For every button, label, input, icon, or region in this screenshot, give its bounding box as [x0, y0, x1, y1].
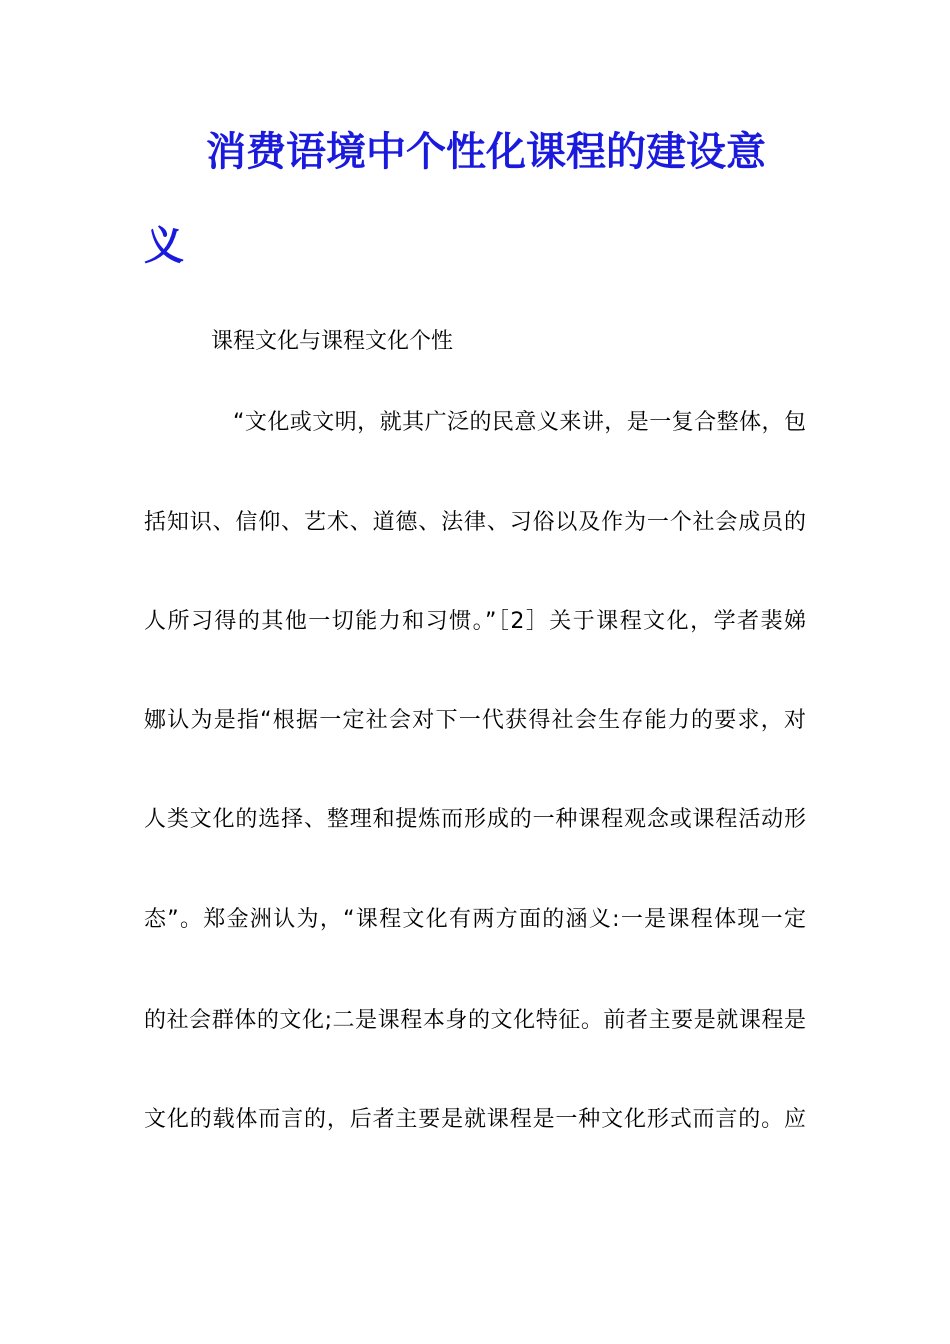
paragraph-line-6: 态”。郑金洲认为，“课程文化有两方面的涵义:一是课程体现一定 — [144, 907, 806, 932]
paragraph-line-5: 人类文化的选择、整理和提炼而形成的一种课程观念或课程活动形 — [144, 807, 806, 832]
section-subheading: 课程文化与课程文化个性 — [211, 329, 454, 354]
document-title-line-2: 义 — [144, 222, 184, 269]
paragraph-line-2: 括知识、信仰、艺术、道德、法律、习俗以及作为一个社会成员的 — [144, 510, 806, 535]
paragraph-line-3: 人所习得的其他一切能力和习惯。”［2］关于课程文化，学者裴娣 — [144, 609, 806, 634]
document-title-line-1: 消费语境中个性化课程的建设意 — [206, 128, 766, 175]
paragraph-line-4: 娜认为是指“根据一定社会对下一代获得社会生存能力的要求，对 — [144, 708, 806, 733]
paragraph-line-7: 的社会群体的文化;二是课程本身的文化特征。前者主要是就课程是 — [144, 1008, 806, 1033]
paragraph-line-8: 文化的载体而言的，后者主要是就课程是一种文化形式而言的。应 — [144, 1107, 806, 1132]
paragraph-line-1: “文化或文明，就其广泛的民意义来讲，是一复合整体，包 — [233, 410, 806, 435]
